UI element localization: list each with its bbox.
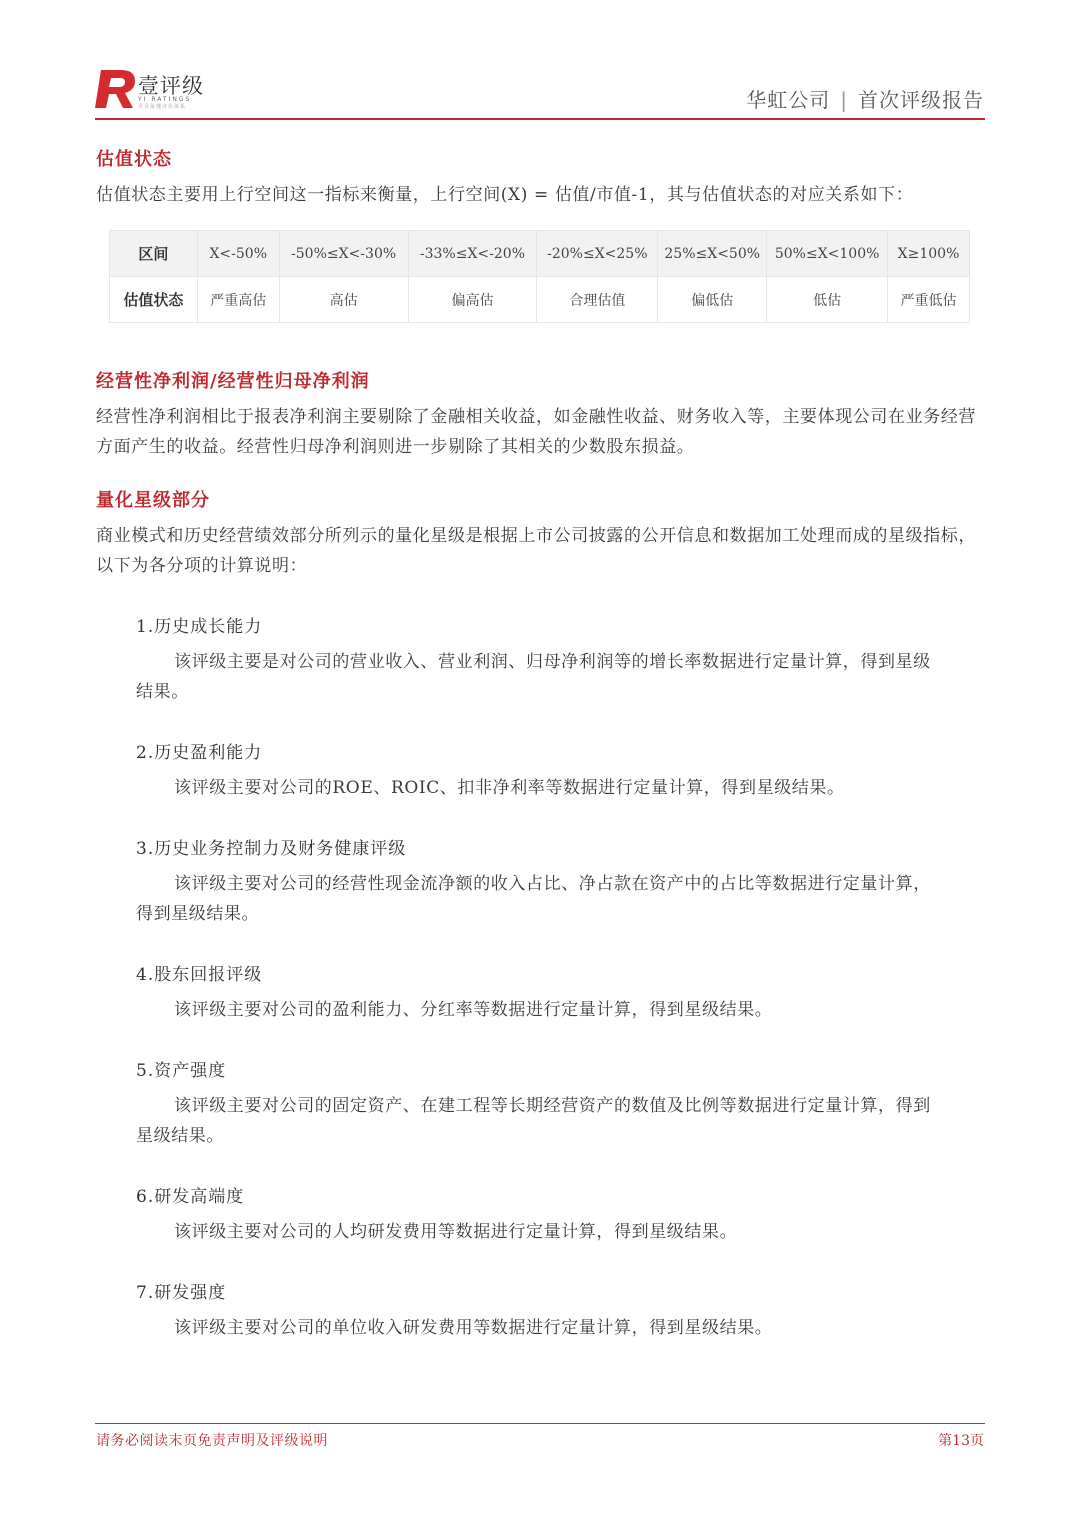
table-cell: X≥100% [888,231,970,277]
table-cell: 50%≤X<100% [767,231,888,277]
table-cell: X<-50% [197,231,279,277]
valuation-heading: 估值状态 [96,149,172,170]
table-row-states [110,277,970,323]
table-row-head: 区间 [110,231,198,277]
report-type: 首次评级报告 [858,88,984,112]
table-row-head: 估值状态 [110,277,198,323]
star-item-title: 6.研发高端度 [136,1187,245,1207]
profit-heading: 经营性净利润/经营性归母净利润 [96,371,370,392]
profit-text: 经营性净利润相比于报表净利润主要剔除了金融相关收益，如金融性收益、财务收入等，主要体现公司在业务经营方面产生的收益。经营性归母净利润则进一步剔除了其相关的少数股东损益。 [96,407,976,457]
header-rule [95,118,985,120]
table-row-ranges [110,231,970,277]
table-cell: -50%≤X<-30% [279,231,408,277]
table-cell: 合理估值 [537,277,658,323]
table-cell: 高估 [279,277,408,323]
table-cell: 严重高估 [197,277,279,323]
logo-subtitle: YI RATINGS [138,96,192,103]
star-item-title: 1.历史成长能力 [136,617,263,637]
star-item-desc: 该评级主要对公司的单位收入研发费用等数据进行定量计算，得到星级结果。 [174,1318,773,1338]
stars-heading: 量化星级部分 [96,490,210,511]
star-item-desc: 该评级主要对公司的盈利能力、分红率等数据进行定量计算，得到星级结果。 [174,1000,773,1020]
table-cell: 25%≤X<50% [658,231,767,277]
table-cell: 低估 [767,277,888,323]
star-item-title: 5.资产强度 [136,1061,227,1081]
star-item-desc: 该评级主要对公司的固定资产、在建工程等长期经营资产的数值及比例等数据进行定量计算，得到星级结果。 [136,1096,931,1146]
stars-intro: 商业模式和历史经营绩效部分所列示的量化星级是根据上市公司披露的公开信息和数据加工处理而成的星级指标，以下为各分项的计算说明： [96,526,976,576]
star-item-title: 4.股东回报评级 [136,965,263,985]
company-name: 华虹公司 [746,88,831,112]
star-item-title: 2.历史盈利能力 [136,743,263,763]
header-title [746,84,984,113]
star-item-desc: 该评级主要对公司的ROE、ROIC、扣非净利率等数据进行定量计算，得到星级结果。 [174,778,845,798]
valuation-intro: 估值状态主要用上行空间这一指标来衡量，上行空间(X) = 估值/市值-1，其与估值状态的对应关系如下： [96,185,914,205]
table-cell: -33%≤X<-20% [408,231,537,277]
star-item-desc: 该评级主要对公司的经营性现金流净额的收入占比、净占款在资产中的占比等数据进行定量计算，得到星级结果。 [136,874,931,924]
star-item-title: 3.历史业务控制力及财务健康评级 [136,839,407,859]
logo-text: 壹评级 [138,74,204,98]
footer-disclaimer: 请务必阅读末页免责声明及评级说明 [96,1433,328,1449]
star-item-desc: 该评级主要对公司的人均研发费用等数据进行定量计算，得到星级结果。 [174,1222,738,1242]
table-cell: 偏低估 [658,277,767,323]
table-cell: -20%≤X<25% [537,231,658,277]
footer-rule [95,1423,985,1424]
valuation-table [109,230,970,323]
table-cell: 偏高估 [408,277,537,323]
star-item-title: 7.研发强度 [136,1283,227,1303]
star-item-desc: 该评级主要是对公司的营业收入、营业利润、归母净利润等的增长率数据进行定量计算，得到星级结果。 [136,652,931,702]
logo-tagline: 专业最懂评价体系 [138,104,187,110]
table-cell: 严重低估 [888,277,970,323]
page-number: 第13页 [938,1433,984,1449]
header-separator: | [840,88,848,112]
